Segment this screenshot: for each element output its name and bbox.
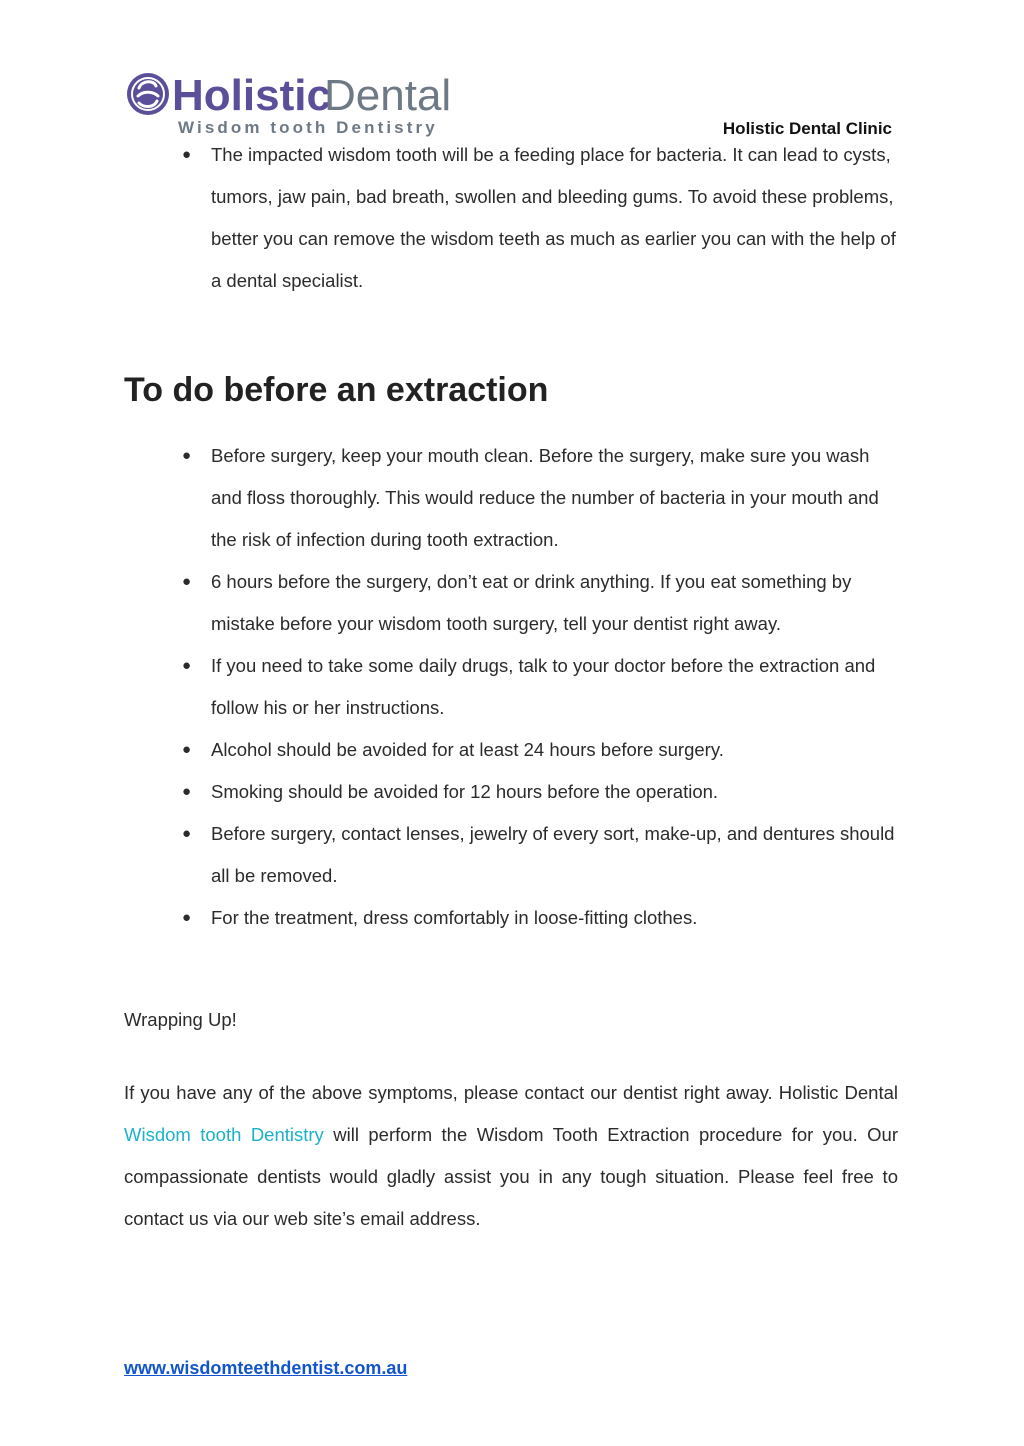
bullet-icon: ● — [182, 825, 192, 842]
closing-paragraph — [124, 1072, 898, 1240]
bullet-icon: ● — [182, 573, 192, 590]
bullet-icon: ● — [182, 657, 192, 674]
closing-text-start: If you have any of the above symptoms, please contact our dentist right away. Holistic Dental — [124, 1082, 898, 1103]
closing-text-end: will perform the Wisdom Tooth Extraction procedure for you. Our compassionate dentists would gladly assist you in any tough situation. Please feel free to contact us via our web site’s email address. — [124, 1124, 898, 1229]
logo-tagline: Wisdom tooth Dentistry — [178, 118, 438, 137]
logo-word-dental: Dental — [324, 71, 452, 120]
preparation-bullet-list — [124, 435, 904, 939]
wrap-up-label: Wrapping Up! — [124, 1009, 237, 1030]
bullet-icon: ● — [182, 783, 192, 800]
section-heading: To do before an extraction — [124, 371, 549, 409]
list-item — [124, 771, 904, 813]
list-item — [124, 897, 904, 939]
logo-word-holistic: Holistic — [172, 71, 331, 120]
list-item-text: Smoking should be avoided for 12 hours before the operation. — [211, 781, 719, 802]
list-item-text: If you need to take some daily drugs, talk to your doctor before the extraction and follow his or her instructions. — [211, 655, 876, 718]
list-item-text: The impacted wisdom tooth will be a feeding place for bacteria. It can lead to cysts, tumors, jaw pain, bad breath, swollen and bleeding gums. To avoid these problems, better you can remove the wisdom teeth as much as earlier you can with the help of a dental specialist. — [211, 144, 896, 291]
bullet-icon: ● — [182, 741, 192, 758]
list-item — [124, 729, 904, 771]
list-item-text: Before surgery, contact lenses, jewelry of every sort, make-up, and dentures should all be removed. — [211, 823, 895, 886]
list-item-text: Alcohol should be avoided for at least 24 hours before surgery. — [211, 739, 724, 760]
list-item — [124, 435, 904, 561]
list-item-text: For the treatment, dress comfortably in loose-fitting clothes. — [211, 907, 698, 928]
website-link[interactable]: www.wisdomteethdentist.com.au — [124, 1358, 408, 1378]
list-item — [124, 645, 904, 729]
intro-bullet-list — [124, 134, 904, 302]
list-item — [124, 813, 904, 897]
bullet-icon: ● — [182, 146, 192, 163]
list-item — [124, 134, 904, 302]
list-item — [124, 561, 904, 645]
wisdom-tooth-dentistry-link[interactable]: Wisdom tooth Dentistry — [124, 1124, 324, 1145]
list-item-text: 6 hours before the surgery, don’t eat or drink anything. If you eat something by mistake before your wisdom tooth surgery, tell your dentist right away. — [211, 571, 852, 634]
bullet-icon: ● — [182, 909, 192, 926]
clinic-name: Holistic Dental Clinic — [722, 119, 892, 138]
bullet-icon: ● — [182, 447, 192, 464]
brand-logo — [124, 68, 464, 140]
tooth-logo-icon — [127, 73, 169, 115]
list-item-text: Before surgery, keep your mouth clean. Before the surgery, make sure you wash and floss thoroughly. This would reduce the number of bacteria in your mouth and the risk of infection during tooth extraction. — [211, 445, 879, 550]
